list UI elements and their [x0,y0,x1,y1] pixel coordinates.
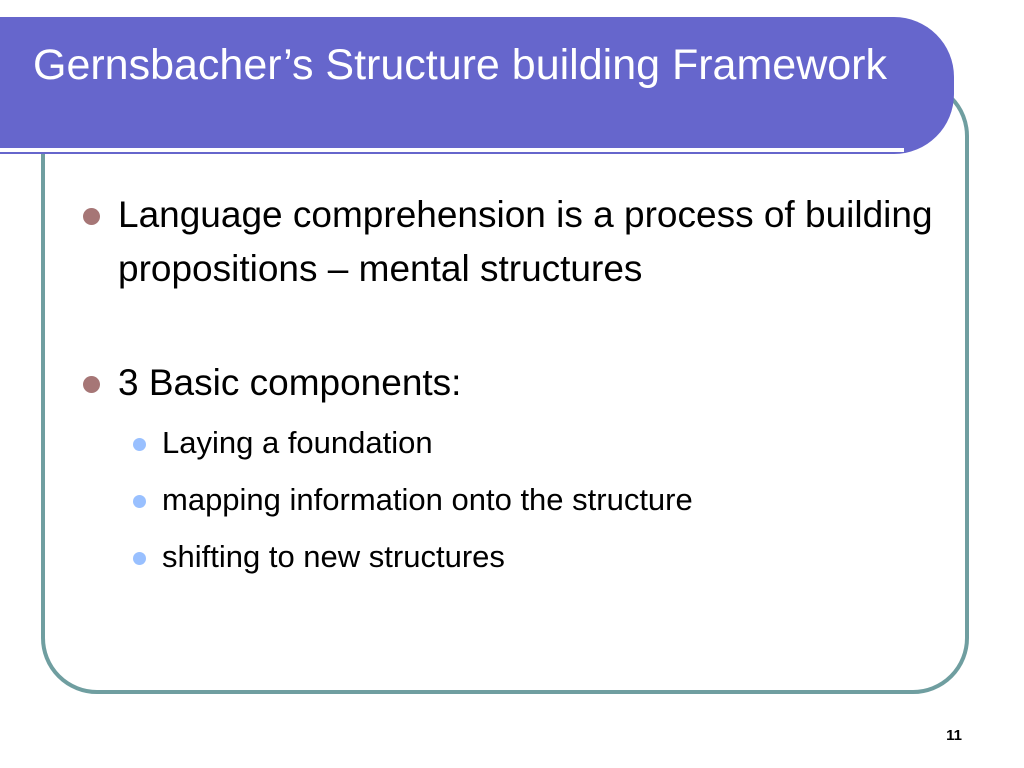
slide-title: Gernsbacher’s Structure building Framework [33,41,887,89]
sub-bullet-text-2: mapping information onto the structure [162,482,693,517]
bullet-item-1 [82,188,942,296]
bullet-list [82,188,942,585]
sub-bullet-dot-icon [133,438,146,451]
title-banner [0,17,954,154]
sub-bullet-dot-icon [133,495,146,508]
sub-bullet-list [126,414,942,585]
sub-bullet-text-1: Laying a foundation [162,425,433,460]
bullet-dot-icon [83,208,100,225]
sub-bullet-item-2 [126,471,942,528]
bullet-item-2 [82,356,942,585]
bullet-dot-icon [83,376,100,393]
sub-bullet-item-3 [126,528,942,585]
bullet-text-2: 3 Basic components: [118,362,462,403]
slide-number: 11 [946,727,962,744]
sub-bullet-text-3: shifting to new structures [162,539,505,574]
sub-bullet-item-1 [126,414,942,471]
bullet-text-1: Language comprehension is a process of building propositions – mental structures [118,194,933,289]
title-underline [0,148,904,152]
sub-bullet-dot-icon [133,552,146,565]
